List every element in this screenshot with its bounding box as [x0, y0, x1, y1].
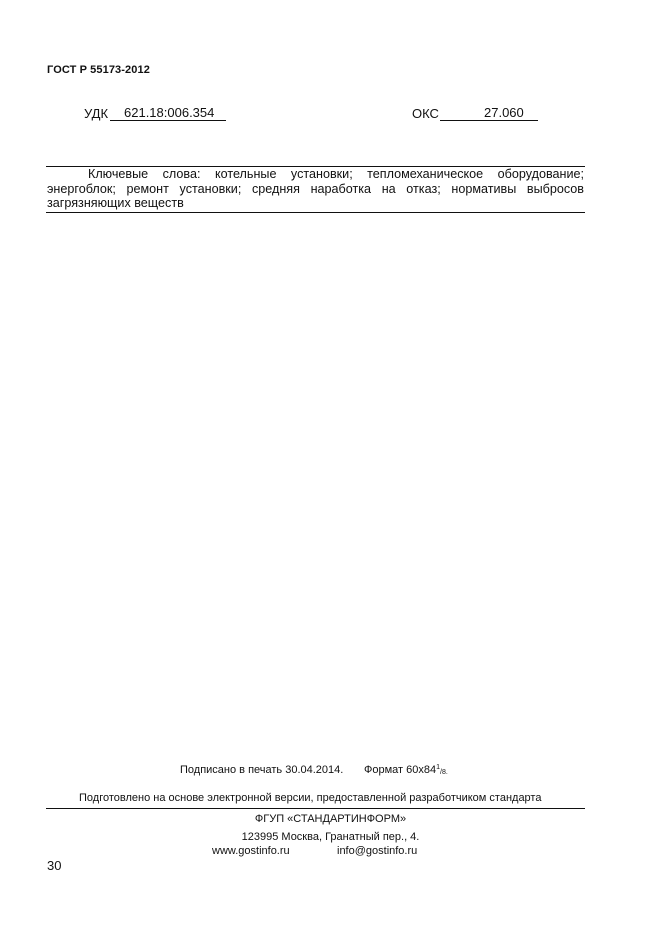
paper-format: [364, 764, 448, 776]
paper-format-denominator: /8.: [440, 769, 448, 776]
imprint-separator: [46, 808, 585, 809]
paper-format-numerator: 1: [436, 764, 441, 771]
udk-value: 621.18:006.354: [110, 106, 226, 121]
publisher-website: www.gostinfo.ru: [212, 845, 290, 857]
publisher-email: info@gostinfo.ru: [337, 845, 418, 857]
paper-format-prefix: Формат 60х84: [364, 764, 437, 776]
keywords-bottom-rule: [46, 212, 585, 213]
page-number: 30: [47, 858, 62, 873]
standard-header: ГОСТ Р 55173-2012: [47, 64, 150, 76]
prepared-note: Подготовлено на основе электронной версии, предоставленной разработчиком стандарта: [79, 792, 542, 804]
keywords-paragraph: Ключевые слова: котельные установки; тепломеханическое оборудование; энергоблок; ремонт установки; средняя наработка на отказ; нормативы выбросов загрязняющих веществ: [47, 167, 584, 210]
udk-label: УДК: [84, 106, 109, 121]
signed-for-print: Подписано в печать 30.04.2014.: [180, 764, 344, 776]
oks-value: 27.060: [440, 106, 538, 121]
publisher-address: 123995 Москва, Гранатный пер., 4.: [241, 831, 420, 843]
publisher-name: ФГУП «СТАНДАРТИНФОРМ»: [254, 813, 407, 825]
oks-label: ОКС: [412, 106, 439, 121]
